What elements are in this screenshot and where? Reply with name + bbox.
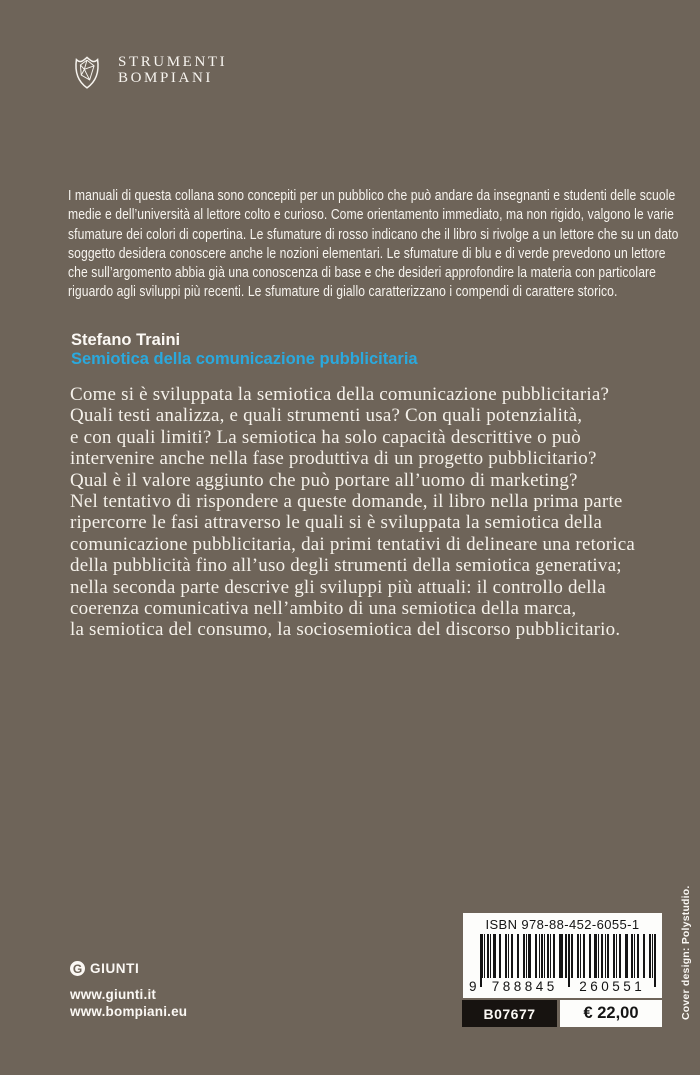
website-links: [70, 987, 187, 1020]
synopsis-line: Quali testi analizza, e quali strumenti usa? Con quali potenzialità,: [70, 405, 583, 427]
publisher-logo: [72, 52, 227, 92]
author-title-block: [71, 331, 418, 368]
ean-barcode: [469, 934, 656, 994]
synopsis-line: intervenire anche nella fase produttiva di un progetto pubblicitario?: [70, 448, 597, 470]
synopsis-line: e con quali limiti? La semiotica ha solo capacità descrittive o può: [70, 426, 581, 448]
collana-line: I manuali di questa collana sono concepiti per un pubblico che può andare da insegnanti e studenti delle scuole: [68, 187, 676, 204]
synopsis-line: coerenza comunicativa nell’ambito di una semiotica della marca,: [70, 598, 577, 620]
synopsis-line: della pubblicità fino all’uso degli strumenti della semiotica generativa;: [70, 555, 622, 577]
barcode-digit-group2: 260551: [579, 979, 646, 994]
cover-design-credit: Cover design: Polystudio.: [680, 885, 692, 1020]
isbn-label: ISBN 978-88-452-6055-1: [485, 917, 640, 932]
collana-line: che sull’argomento abbia già una conoscenza di base e che desideri approfondire la materia con particolare: [68, 264, 656, 282]
giunti-url: www.giunti.it: [70, 987, 157, 1002]
barcode-guard-left: [480, 934, 482, 987]
synopsis: [70, 384, 635, 641]
giunti-g-icon: G: [70, 961, 85, 976]
series-name: [118, 52, 227, 86]
giunti-logo: [70, 961, 139, 976]
author-name: Stefano Traini: [71, 331, 181, 349]
price-badge: € 22,00: [560, 1000, 662, 1027]
barcode-digit-lead: 9: [469, 979, 477, 994]
bompiani-shield-icon: [72, 52, 102, 92]
synopsis-line: Nel tentativo di rispondere a queste domande, il libro nella prima parte: [70, 491, 623, 513]
synopsis-line: nella seconda parte descrive gli sviluppi più attuali: il controllo della: [70, 576, 606, 598]
collana-line: soggetto desidera conoscere anche le nozioni elementari. Le sfumature di blu e di verde prevedono un lettore: [68, 244, 666, 262]
collana-note: [68, 186, 678, 302]
series-line-2: BOMPIANI: [118, 69, 213, 86]
synopsis-line: la semiotica del consumo, la sociosemiotica del discorso pubblicitario.: [70, 619, 621, 641]
synopsis-line: Come si è sviluppata la semiotica della comunicazione pubblicitaria?: [70, 384, 610, 405]
edition-code-badge: B07677: [462, 1000, 557, 1027]
book-title: Semiotica della comunicazione pubblicitaria: [71, 349, 418, 368]
synopsis-line: comunicazione pubblicitaria, dai primi tentativi di delineare una retorica: [70, 533, 636, 555]
bompiani-url: www.bompiani.eu: [70, 1003, 188, 1019]
isbn-barcode-box: [463, 913, 662, 998]
collana-line: sfumature dei colori di copertina. Le sfumature di rosso indicano che il libro si rivolge a un lettore che su un dato: [68, 225, 679, 243]
collana-line: riguardo agli sviluppi più recenti. Le sfumature di giallo caratterizzano i compendi di carattere storico.: [68, 283, 618, 301]
giunti-label: GIUNTI: [90, 961, 140, 976]
barcode-guard-middle: [568, 934, 570, 987]
collana-line: medie e dell’università al lettore colto e curioso. Come orientamento immediato, ma non rigido, valgono le varie: [68, 206, 674, 224]
synopsis-line: Qual è il valore aggiunto che può portare all’uomo di marketing?: [70, 469, 578, 491]
synopsis-line: ripercorre le fasi attraverso le quali si è sviluppata la semiotica della: [70, 512, 603, 534]
series-line-1: STRUMENTI: [118, 54, 228, 70]
barcode-guard-right: [654, 934, 656, 987]
barcode-digit-group1: 788845: [491, 979, 558, 994]
barcode-digits: [469, 978, 656, 994]
